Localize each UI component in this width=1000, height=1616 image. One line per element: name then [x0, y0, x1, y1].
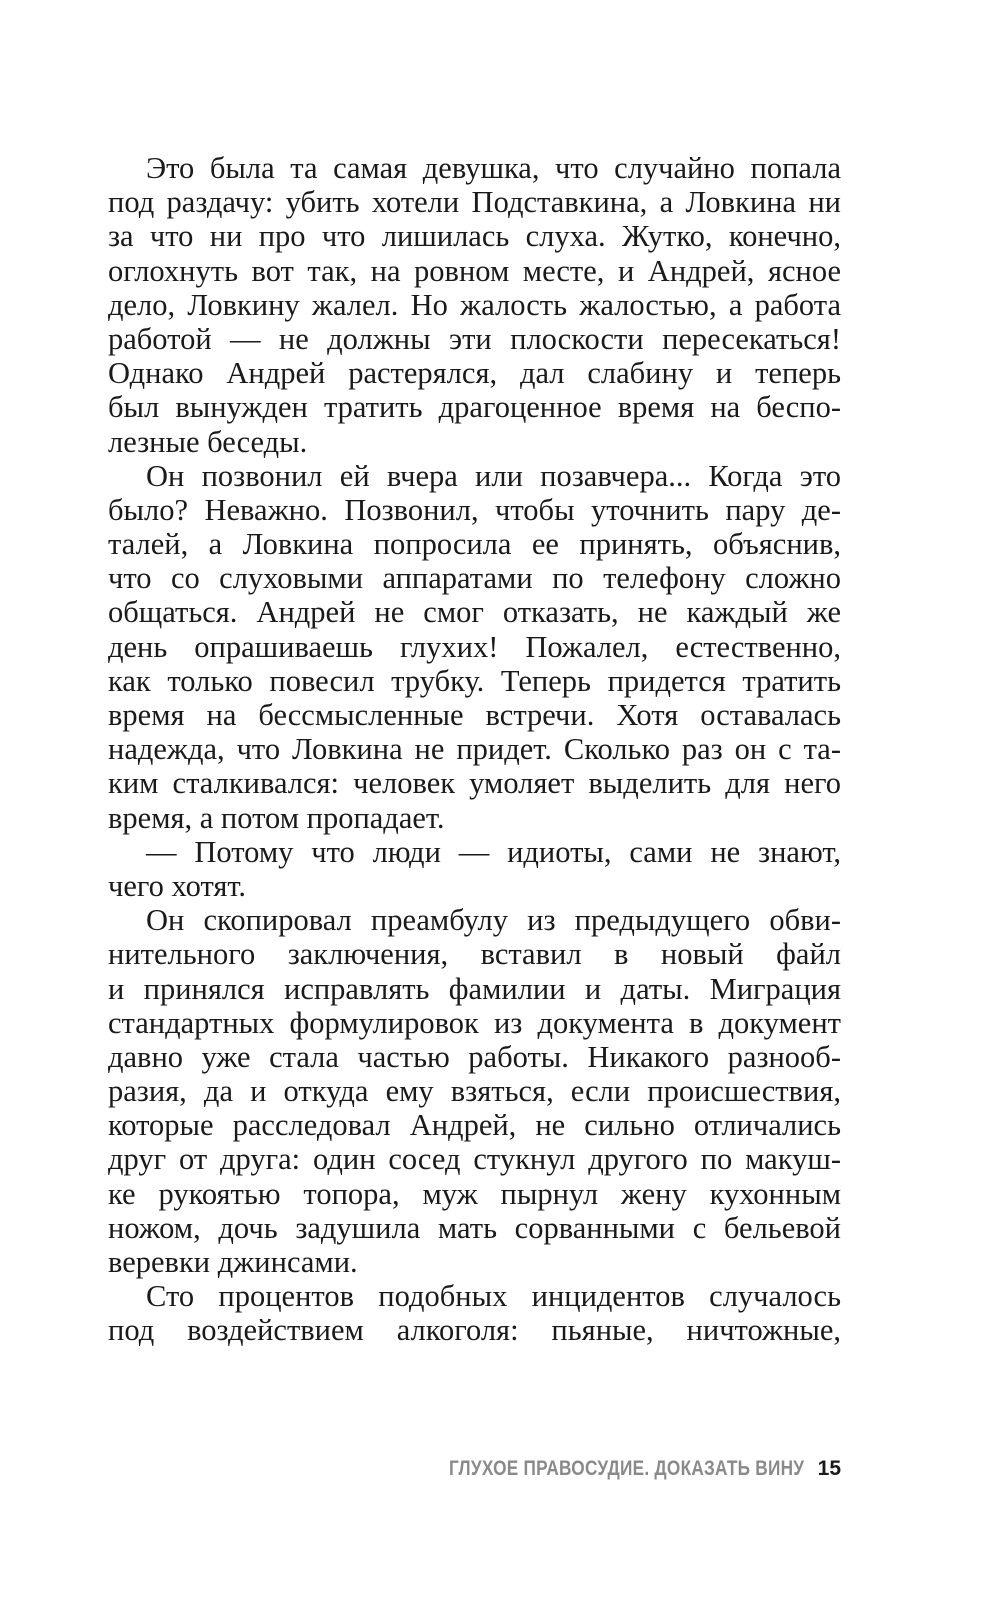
text-line: было? Неважно. Позвонил, чтобы уточнить пару де-	[108, 492, 841, 527]
text-line: которые расследовал Андрей, не сильно отличались	[108, 1108, 841, 1143]
text-line: что со слуховыми аппаратами по телефону сложно	[108, 561, 841, 596]
text-line: и принялся исправлять фамилии и даты. Миграция	[108, 971, 841, 1006]
text-line: Сто процентов подобных инцидентов случалось	[146, 1279, 841, 1314]
text-line: давно уже стала частью работы. Никакого разнооб-	[108, 1039, 841, 1074]
text-line: время, а потом пропадает.	[108, 800, 445, 835]
text-line: дело, Ловкину жалел. Но жалость жалостью, а работа	[108, 287, 841, 322]
text-line: разия, да и откуда ему взяться, если происшествия,	[108, 1074, 841, 1109]
text-line: веревки джинсами.	[108, 1245, 358, 1279]
running-title: ГЛУХОЕ ПРАВОСУДИЕ. ДОКАЗАТЬ ВИНУ	[448, 1457, 804, 1480]
text-line: под раздачу: убить хотели Подставкина, а Ловкина ни	[108, 185, 841, 220]
running-footer	[371, 1456, 841, 1482]
text-line: нительного заключения, вставил в новый файл	[108, 937, 841, 972]
text-line: ке рукоятью топора, муж пырнул жену кухонным	[108, 1176, 841, 1211]
text-line: Это была та самая девушка, что случайно попала	[146, 151, 841, 185]
text-line: чего хотят.	[108, 868, 247, 903]
text-line: под воздействием алкоголя: пьяные, ничтожные,	[108, 1313, 841, 1348]
text-line: стандартных формулировок из документа в документ	[108, 1005, 841, 1040]
text-line: ким сталкивался: человек умоляет выделить для него	[108, 766, 841, 801]
page-number: 15	[817, 1457, 841, 1480]
text-line: талей, а Ловкина попросила ее принять, объяснив,	[108, 527, 841, 562]
text-line: надежда, что Ловкина не придет. Сколько раз он с та-	[108, 732, 841, 767]
text-line: день опрашиваешь глухих! Пожалел, естественно,	[108, 629, 841, 664]
text-line: Однако Андрей растерялся, дал слабину и теперь	[108, 356, 841, 391]
text-line: Он скопировал преамбулу из предыдущего обви-	[146, 903, 841, 938]
text-line: Он позвонил ей вчера или позавчера... Когда это	[146, 458, 841, 493]
text-line: — Потому что люди — идиоты, сами не знают,	[146, 834, 841, 869]
text-line: общаться. Андрей не смог отказать, не каждый же	[108, 595, 841, 630]
text-line: ножом, дочь задушила мать сорванными с бельевой	[108, 1210, 841, 1245]
body-text	[108, 151, 841, 1348]
text-line: лезные беседы.	[108, 424, 308, 459]
text-line: время на бессмысленные встречи. Хотя оставалась	[108, 698, 841, 732]
text-line: друг от друга: один сосед стукнул другого по макуш-	[108, 1142, 841, 1177]
text-line: как только повесил трубку. Теперь придется тратить	[108, 663, 841, 698]
text-line: был вынужден тратить драгоценное время на беспо-	[108, 390, 841, 425]
text-line: оглохнуть вот так, на ровном месте, и Андрей, ясное	[108, 253, 841, 288]
text-line: работой — не должны эти плоскости пересекаться!	[108, 321, 841, 356]
text-line: за что ни про что лишилась слуха. Жутко, конечно,	[108, 219, 841, 254]
